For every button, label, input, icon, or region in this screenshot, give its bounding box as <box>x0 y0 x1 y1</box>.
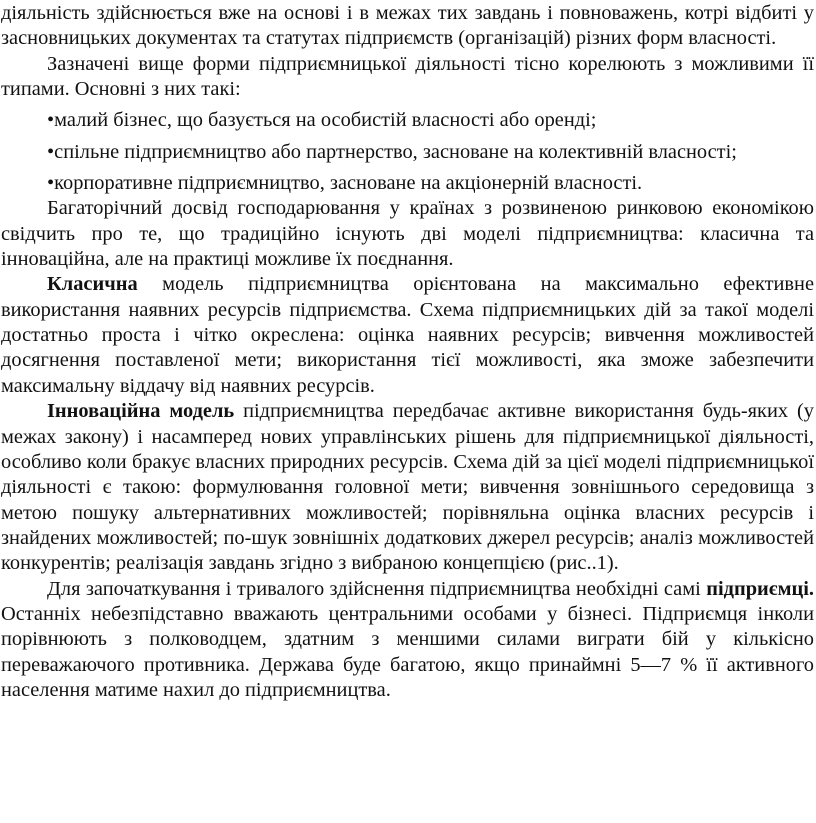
list-item-joint-enterprise: •спільне підприємництво або партнерство, засноване на колективній власності; <box>47 140 737 163</box>
term-innovative-model: Інноваційна модель <box>47 400 235 423</box>
paragraph-two-models: Багаторічний досвід господарювання у країнах з розвиненою ринковою економікою свідчить про те, що традиційно існують дві моделі підприємництва: класична та інноваційна, але на практиці можливе їх поєднання. <box>1 197 814 271</box>
paragraph-forms-correlation: Зазначені вище форми підприємницької діяльності тісно корелюють з можливими її типами. Основні з них такі: <box>1 52 814 101</box>
paragraph-innovative-model <box>1 399 814 576</box>
term-entrepreneurs: підприємці. <box>706 577 814 600</box>
paragraph-classic-model <box>1 272 814 399</box>
list-item-corporate-enterprise: •корпоративне підприємництво, засноване на акціонерній власності. <box>47 172 643 195</box>
term-classic: Класична <box>47 273 138 296</box>
list-item-small-business: •малий бізнес, що базується на особистій власності або оренді; <box>47 109 597 132</box>
entrepreneurs-text-start: Для започаткування і тривалого здійснення підприємництва необхідні самі <box>47 577 707 600</box>
paragraph-entrepreneurs <box>1 577 814 704</box>
innovative-model-text: підприємництва передбачає активне використання будь-яких (у межах закону) і насамперед нових управлінських рішень для підприємницької діяльності, особливо коли бракує власних природних ресурсів. Схема дій за цієї моделі підприємницької діяльності є такою: формулювання головної мети; вивчення зовнішнього середовища з метою пошуку альтернативних можливостей; порівняльна оцінка власних ресурсів і знайдених можливостей; по-шук зовнішніх додаткових джерел ресурсів; аналіз можливостей конкурентів; реалізація завдань згідно з вибраною концепцією (рис..1). <box>1 400 814 575</box>
paragraph-continuation: діяльність здійснюється вже на основі і в межах тих завдань і повноважень, котрі відбиті у засновницьких документах та статутах підприємств (організацій) різних форм власності. <box>1 2 814 50</box>
classic-model-text: модель підприємництва орієнтована на максимально ефективне використання наявних ресурсів підприємства. Схема підприємницьких дій за такої моделі достатньо проста і чітко окреслена: оцінка наявних ресурсів; вивчення можливостей досягнення поставленої мети; використання тієї можливості, яка зможе забезпечити максимальну віддачу від наявних ресурсів. <box>1 273 814 397</box>
entrepreneurs-text-end: Останніх небезпідставно вважають центральними особами у бізнесі. Підприємця інколи порівнюють з полководцем, здатним з меншими силами виграти бій у кількісно переважаючого противника. Держава буде багатою, якщо принаймні 5—7 % її активного населення матиме нахил до підприємництва. <box>1 602 814 701</box>
